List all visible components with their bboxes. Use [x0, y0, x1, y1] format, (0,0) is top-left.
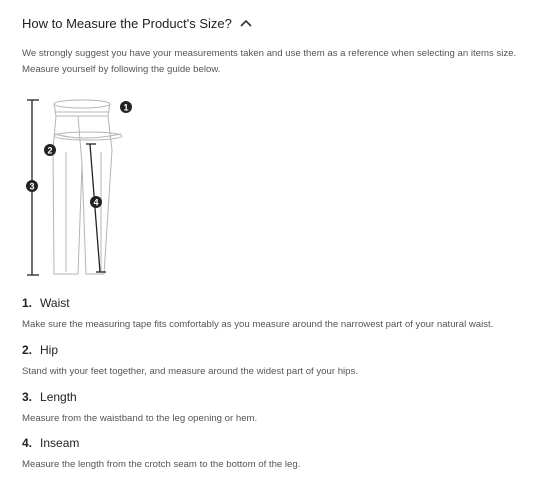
item-heading	[22, 343, 358, 357]
svg-text:1: 1	[123, 102, 129, 113]
measurement-item-hip	[22, 343, 358, 377]
item-heading	[22, 390, 257, 404]
intro-line-1: We strongly suggest you have your measurements taken and use them as a reference when selecting an items size.	[22, 48, 517, 59]
measurement-item-waist	[22, 296, 493, 330]
section-title: How to Measure the Product's Size?	[22, 15, 232, 31]
svg-text:4: 4	[93, 197, 99, 208]
item-number: 4.	[22, 436, 33, 450]
item-number: 2.	[22, 343, 33, 357]
item-title: Hip	[40, 343, 59, 357]
marker-3	[26, 180, 38, 192]
intro-line-2: Measure yourself by following the guide below.	[22, 64, 221, 75]
intro-text	[22, 46, 547, 78]
measurement-item-inseam	[22, 436, 300, 470]
svg-text:3: 3	[29, 181, 35, 192]
item-number: 1.	[22, 296, 33, 310]
item-number: 3.	[22, 390, 33, 404]
item-heading	[22, 296, 493, 310]
measurement-item-length	[22, 390, 257, 424]
item-title: Inseam	[40, 436, 80, 450]
item-description: Stand with your feet together, and measure around the widest part of your hips.	[22, 366, 358, 377]
item-description: Measure from the waistband to the leg opening or hem.	[22, 413, 258, 424]
item-title: Length	[40, 390, 77, 404]
item-description: Make sure the measuring tape fits comfortably as you measure around the narrowest part of your natural waist.	[22, 319, 494, 330]
measure-guide-toggle[interactable]	[22, 12, 252, 34]
chevron-up-icon	[240, 19, 252, 27]
item-title: Waist	[40, 296, 70, 310]
marker-4	[90, 196, 102, 208]
item-heading	[22, 436, 300, 450]
marker-1	[120, 101, 132, 113]
svg-text:2: 2	[47, 145, 53, 156]
marker-2	[44, 144, 56, 156]
item-description: Measure the length from the crotch seam to the bottom of the leg.	[22, 459, 301, 470]
pants-measurement-diagram	[20, 92, 140, 282]
